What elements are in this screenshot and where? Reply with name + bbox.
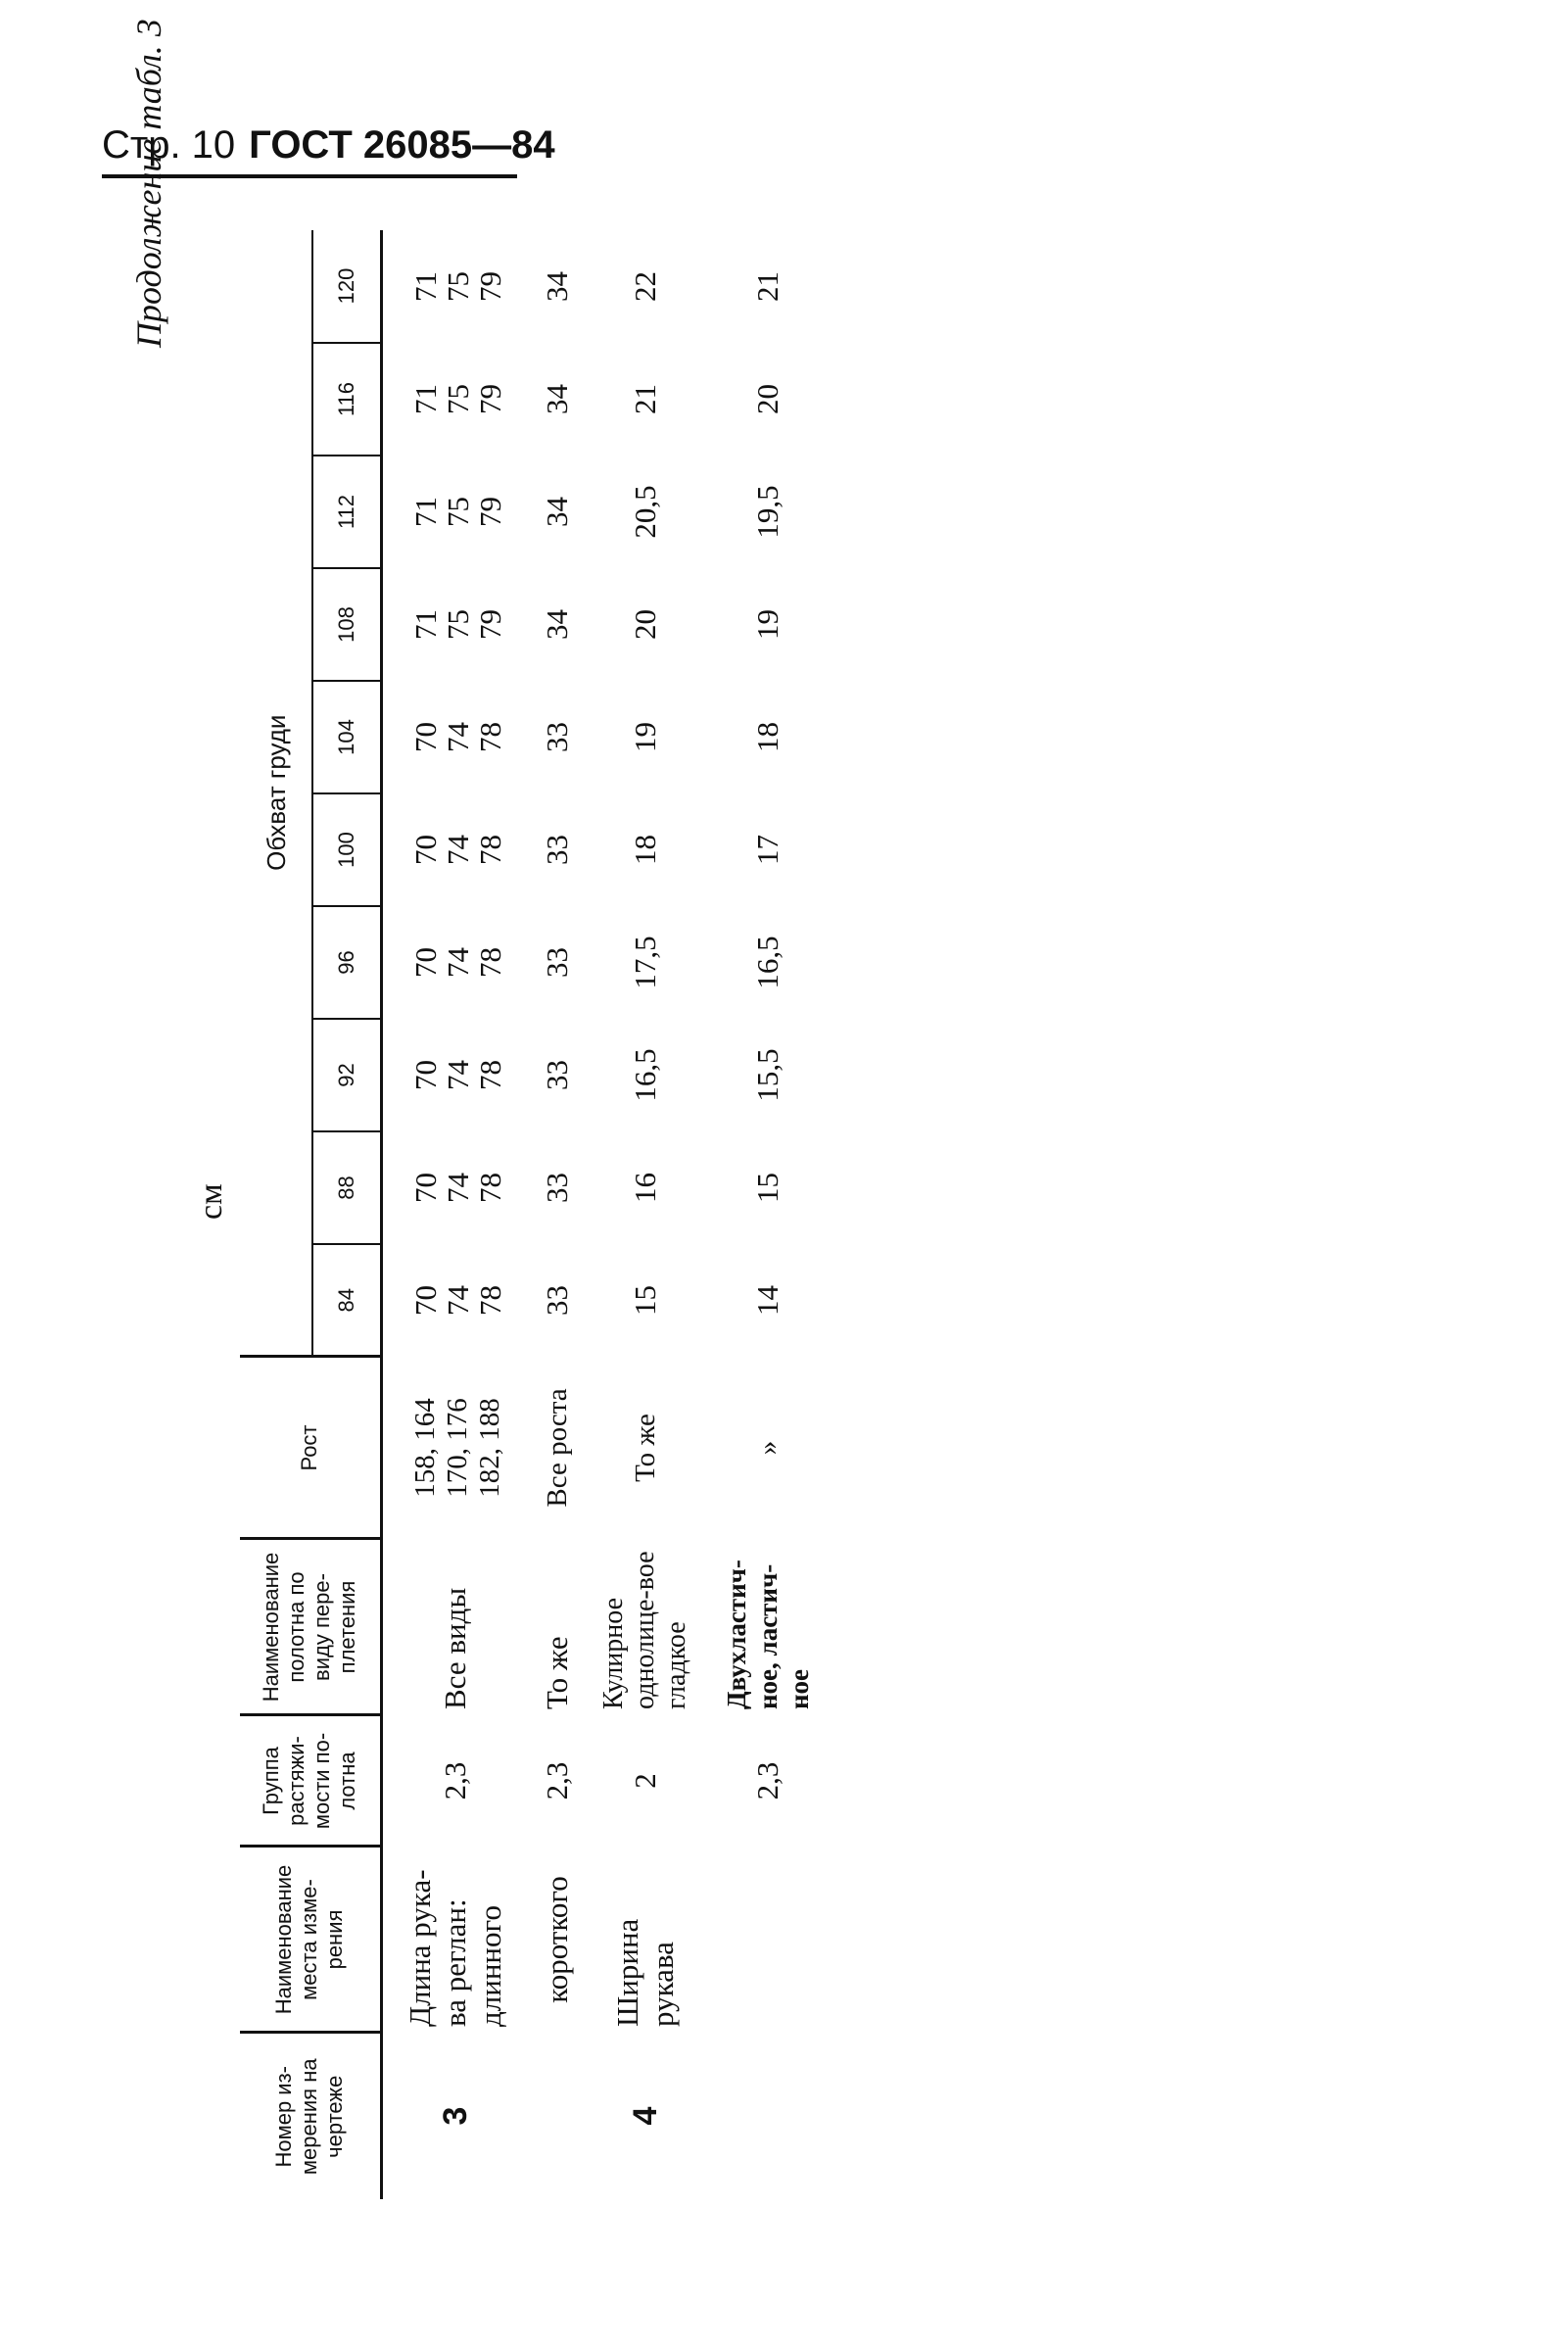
row-value: 20 <box>628 609 662 640</box>
row-value: 70 74 78 <box>408 722 508 752</box>
unit-label: см <box>193 1183 229 1220</box>
size-108: 108 <box>312 568 381 681</box>
row-value: 16,5 <box>628 1048 662 1102</box>
row-num: 3 <box>436 2106 474 2126</box>
row-value: 21 <box>750 271 784 302</box>
size-120: 120 <box>312 230 381 343</box>
size-112: 112 <box>312 456 381 568</box>
row-value: 21 <box>628 384 662 414</box>
row-name <box>704 1847 832 2033</box>
row-value: 18 <box>750 722 784 752</box>
row-group: 2 <box>628 1773 662 1789</box>
size-88: 88 <box>312 1131 381 1244</box>
row-height: То же <box>630 1414 661 1482</box>
row-name: Длина рука-ва реглан: длинного <box>402 1869 507 2027</box>
rotated-table-page <box>122 19 1568 2199</box>
row-value: 70 74 78 <box>408 835 508 865</box>
row-value: 34 <box>540 384 574 414</box>
row-name: Ширина рукава <box>610 1918 680 2027</box>
size-96: 96 <box>312 906 381 1019</box>
row-group: 2,3 <box>437 1761 472 1800</box>
gost-number: ГОСТ 26085—84 <box>249 123 555 167</box>
row-value: 19 <box>628 722 662 752</box>
size-100: 100 <box>312 793 381 906</box>
row-value: 20 <box>750 384 784 414</box>
row-num <box>528 2033 587 2199</box>
row-height: » <box>752 1440 784 1456</box>
row-value: 18 <box>628 835 662 865</box>
col-fabric-header: Наименование полотна по виду пере-плетения <box>240 1539 381 1715</box>
row-value: 17,5 <box>628 936 662 989</box>
row-value: 71 75 79 <box>408 497 508 527</box>
row-value: 70 74 78 <box>408 1173 508 1203</box>
row-value: 33 <box>540 1173 574 1203</box>
row-value: 70 74 78 <box>408 1060 508 1090</box>
row-value: 34 <box>540 271 574 302</box>
row-value: 16,5 <box>750 936 784 989</box>
row-value: 71 75 79 <box>408 271 508 302</box>
table-row <box>381 230 528 2199</box>
row-value: 19 <box>750 609 784 640</box>
row-value: 33 <box>540 722 574 752</box>
table-row <box>587 230 704 2199</box>
row-value: 17 <box>750 835 784 865</box>
row-group: 2,3 <box>540 1761 574 1800</box>
row-value: 70 74 78 <box>408 1285 508 1316</box>
continuation-label: Продолжение табл. 3 <box>129 19 168 348</box>
row-value: 14 <box>750 1285 784 1316</box>
col-num-header: Номер из-мерения на чертеже <box>240 2033 381 2199</box>
row-value: 33 <box>540 835 574 865</box>
col-height-header: Рост <box>240 1357 381 1539</box>
row-num <box>704 2033 832 2199</box>
row-fabric: Двухластич-ное, ластич-ное <box>722 1560 814 1709</box>
size-84: 84 <box>312 1244 381 1357</box>
row-value: 15 <box>750 1173 784 1203</box>
row-value: 20,5 <box>628 485 662 539</box>
col-chest-header: Обхват груди <box>240 230 312 1357</box>
size-92: 92 <box>312 1019 381 1131</box>
row-height: Все роста <box>542 1388 573 1508</box>
col-name-header: Наименование места изме-рения <box>240 1847 381 2033</box>
table-row <box>704 230 832 2199</box>
row-name: короткого <box>540 1876 574 2003</box>
row-value: 16 <box>628 1173 662 1203</box>
row-group: 2,3 <box>750 1761 784 1800</box>
row-value: 33 <box>540 1060 574 1090</box>
row-value: 34 <box>540 497 574 527</box>
row-value: 15 <box>628 1285 662 1316</box>
row-value: 70 74 78 <box>408 947 508 978</box>
row-fabric: Кулирное однолице-вое гладкое <box>598 1551 691 1709</box>
table-row <box>528 230 587 2199</box>
row-value: 71 75 79 <box>408 609 508 640</box>
row-value: 19,5 <box>750 485 784 539</box>
row-value: 71 75 79 <box>408 384 508 414</box>
size-104: 104 <box>312 681 381 793</box>
row-fabric: Все виды <box>437 1587 472 1709</box>
row-value: 33 <box>540 1285 574 1316</box>
row-value: 15,5 <box>750 1048 784 1102</box>
sizes-table <box>240 230 832 2199</box>
row-value: 33 <box>540 947 574 978</box>
row-fabric: То же <box>540 1636 574 1709</box>
page-number: Стр. 10 <box>102 123 236 167</box>
row-value: 22 <box>628 271 662 302</box>
col-group-header: Группа растяжи-мости по-лотна <box>240 1715 381 1847</box>
row-num: 4 <box>627 2106 664 2126</box>
row-value: 34 <box>540 609 574 640</box>
row-height: 158, 164 170, 176 182, 188 <box>409 1398 506 1498</box>
size-116: 116 <box>312 343 381 456</box>
